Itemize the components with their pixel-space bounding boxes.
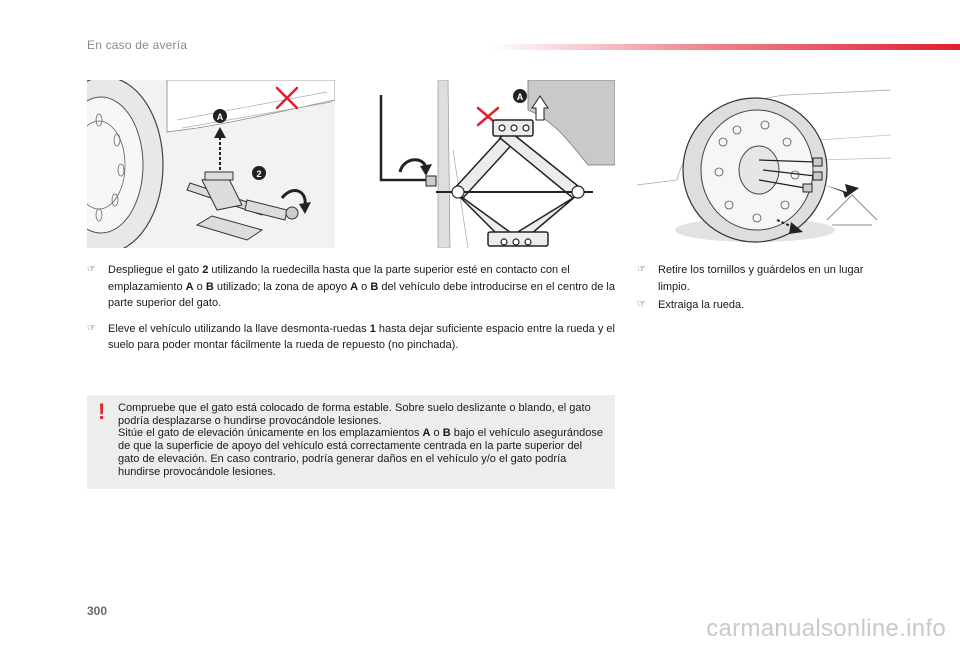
instruction-steps-left xyxy=(87,262,615,363)
warning-text-part: o xyxy=(430,427,443,440)
warning-bold: B xyxy=(442,427,451,440)
step-text: hasta dejar suficiente espacio entre la rueda y el suelo para poder montar fácilmente la rueda de repuesto (no pinchada). xyxy=(108,322,615,351)
scissor-jack-drawing xyxy=(378,80,615,248)
warning-text-1: Compruebe que el gato está colocado de forma estable. Sobre suelo deslizante o blando, el gato podría desplazarse o hundirse provocándole lesiones. xyxy=(118,402,591,427)
instruction-steps-right xyxy=(637,262,897,316)
pointing-hand-icon: ☞ xyxy=(637,299,646,310)
step-text: Despliegue el gato xyxy=(108,264,203,276)
exclamation-icon: ! xyxy=(98,399,106,424)
step-text: o xyxy=(193,280,206,293)
step-text: Extraiga la rueda. xyxy=(658,299,745,311)
wheel-removal-drawing xyxy=(637,80,891,248)
step-remove-wheel xyxy=(637,297,897,314)
step-deploy-jack xyxy=(87,262,615,312)
step-text: del vehículo debe introducirse en el centro de la parte superior del gato. xyxy=(108,280,615,309)
jack-placement-drawing xyxy=(87,80,335,248)
illustration-wheel-removal xyxy=(637,80,891,248)
warning-text-part: Sitúe el gato de elevación únicamente en los emplazamientos xyxy=(118,427,423,440)
label-2: 2 xyxy=(256,169,262,179)
label-a: A xyxy=(516,92,524,102)
pointing-hand-icon: ☞ xyxy=(637,264,646,275)
step-bold: A xyxy=(350,280,359,293)
label-a: A xyxy=(216,112,224,122)
illustration-jack-placement xyxy=(87,80,335,248)
section-title: En caso de avería xyxy=(87,38,188,52)
step-bold: B xyxy=(205,280,214,293)
warning-text-2 xyxy=(118,427,603,478)
step-bold: A xyxy=(185,280,194,293)
step-text: utilizado; la zona de apoyo xyxy=(213,280,351,293)
step-raise-vehicle xyxy=(87,321,615,354)
pointing-hand-icon: ☞ xyxy=(87,264,96,275)
step-bold: 2 xyxy=(202,264,209,276)
watermark: carmanualsonline.info xyxy=(706,615,946,642)
step-bold: B xyxy=(370,280,379,293)
warning-bold: A xyxy=(422,427,431,440)
page-number: 300 xyxy=(87,604,108,618)
step-text: o xyxy=(358,280,371,293)
warning-text-part: bajo el vehículo asegurándose de que la superficie de apoyo del vehículo está correctamente centrada en la parte superior del gato de elevación. En caso contrario, podría generar daños en el vehículo y/o el gato podría hundirse provocándole lesiones. xyxy=(118,427,603,478)
header-accent-bar xyxy=(490,44,960,50)
illustration-scissor-jack xyxy=(378,80,615,248)
warning-box xyxy=(87,395,615,489)
step-text: Eleve el vehículo utilizando la llave desmonta-ruedas xyxy=(108,322,370,335)
pointing-hand-icon: ☞ xyxy=(87,322,96,334)
step-bold: 1 xyxy=(369,322,376,335)
step-remove-bolts xyxy=(637,262,897,295)
step-text: utilizando la ruedecilla hasta que la parte superior esté en contacto con el emplazamiento xyxy=(108,264,570,293)
step-text: Retire los tornillos y guárdelos en un lugar limpio. xyxy=(658,264,864,293)
